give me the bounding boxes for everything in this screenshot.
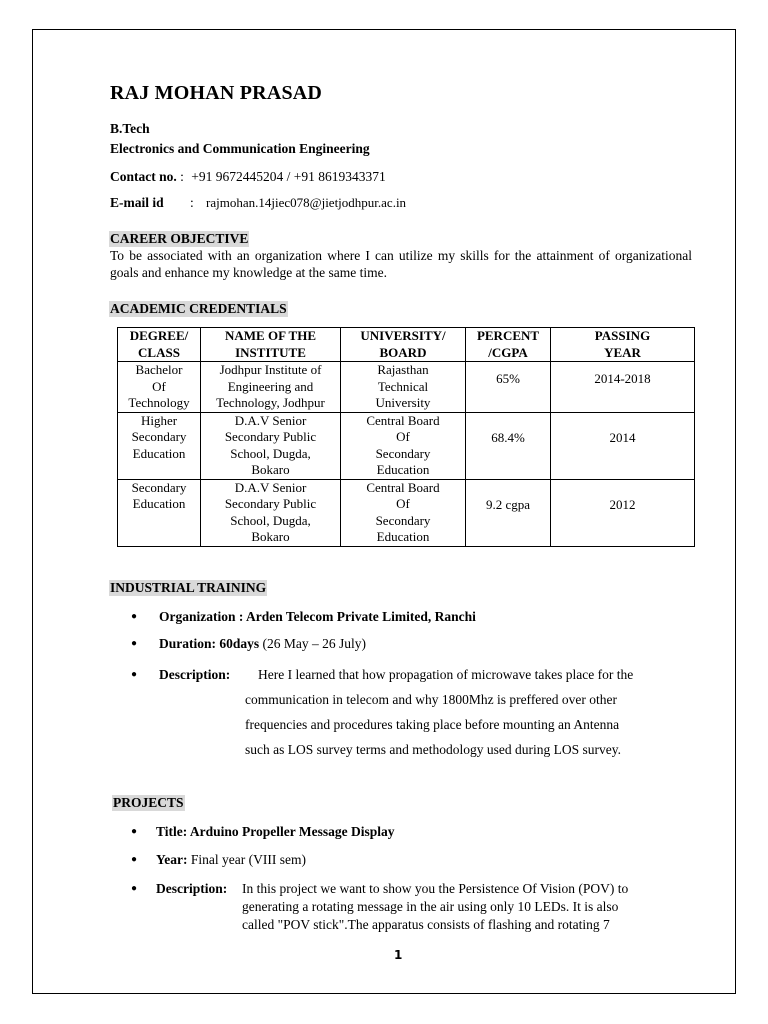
training-description-line: Here I learned that how propagation of microwave takes place for the xyxy=(258,667,634,682)
cell-percent: 9.2 cgpa xyxy=(466,479,551,546)
cell-institute: D.A.V Senior Secondary Public School, Dugda, Bokaro xyxy=(201,412,341,479)
cell-board: Central Board Of Secondary Education xyxy=(341,479,466,546)
cell-percent: 65% xyxy=(466,362,551,413)
bullet-icon: ● xyxy=(131,638,138,649)
cell-percent: 68.4% xyxy=(466,412,551,479)
cell-institute: D.A.V Senior Secondary Public School, Dugda, Bokaro xyxy=(201,479,341,546)
project-year-value: Final year (VIII sem) xyxy=(187,852,306,867)
email-separator: : xyxy=(190,195,194,210)
project-description-line: called "POV stick".The apparatus consists of flashing and rotating 7 xyxy=(242,917,610,932)
table-header-row xyxy=(118,328,695,362)
column-header-board: UNIVERSITY/ BOARD xyxy=(341,328,466,362)
training-description-line: frequencies and procedures taking place before mounting an Antenna xyxy=(245,717,620,732)
project-title xyxy=(156,824,395,840)
email-value: rajmohan.14jiec078@jietjodhpur.ac.in xyxy=(206,195,407,210)
candidate-name: RAJ MOHAN PRASAD xyxy=(110,82,323,104)
email-label: E-mail id xyxy=(110,195,164,210)
project-title-label: Title: xyxy=(156,824,188,839)
contact-label: Contact no. xyxy=(110,169,177,184)
table-row xyxy=(118,479,695,546)
contact-value: +91 9672445204 / +91 8619343371 xyxy=(191,169,386,184)
degree-title: B.Tech xyxy=(110,121,150,136)
bullet-icon: ● xyxy=(131,883,138,894)
cell-degree: Secondary Education xyxy=(118,479,201,546)
project-year xyxy=(156,852,306,868)
academic-table xyxy=(117,327,695,547)
projects-heading: PROJECTS xyxy=(113,795,184,810)
table-row xyxy=(118,412,695,479)
cell-board: Central Board Of Secondary Education xyxy=(341,412,466,479)
column-header-institute: NAME OF THE INSTITUTE xyxy=(201,328,341,362)
table-row xyxy=(118,362,695,413)
cell-year: 2012 xyxy=(551,479,695,546)
column-header-degree: DEGREE/ CLASS xyxy=(118,328,201,362)
bullet-icon: ● xyxy=(131,611,138,622)
duration-label: Duration: 60days xyxy=(159,636,260,651)
career-objective-heading: CAREER OBJECTIVE xyxy=(110,231,249,246)
training-heading: INDUSTRIAL TRAINING xyxy=(110,580,267,595)
project-description-line: generating a rotating message in the air using only 10 LEDs. It is also xyxy=(242,899,619,914)
cell-year: 2014-2018 xyxy=(551,362,695,413)
contact-separator: : xyxy=(180,169,184,184)
bullet-icon: ● xyxy=(131,669,138,680)
bullet-icon: ● xyxy=(131,854,138,865)
training-duration xyxy=(159,636,366,652)
cell-board: Rajasthan Technical University xyxy=(341,362,466,413)
page-number: 1 xyxy=(394,948,403,962)
career-objective-text: To be associated with an organization where I can utilize my skills for the attainment of organizational goals and enhance my knowledge at the same time. xyxy=(110,248,692,280)
cell-year: 2014 xyxy=(551,412,695,479)
training-description-line: such as LOS survey terms and methodology used during LOS survey. xyxy=(245,742,621,757)
cell-degree: Higher Secondary Education xyxy=(118,412,201,479)
cell-institute: Jodhpur Institute of Engineering and Technology, Jodhpur xyxy=(201,362,341,413)
project-description-line: In this project we want to show you the Persistence Of Vision (POV) to xyxy=(242,881,629,896)
cell-degree: Bachelor Of Technology xyxy=(118,362,201,413)
contact-line xyxy=(110,169,386,185)
project-title-value: Arduino Propeller Message Display xyxy=(187,824,395,839)
column-header-percent: PERCENT /CGPA xyxy=(466,328,551,362)
project-year-label: Year: xyxy=(156,852,188,867)
branch-title: Electronics and Communication Engineering xyxy=(110,141,370,156)
training-description-line: communication in telecom and why 1800Mhz is preffered over other xyxy=(245,692,618,707)
bullet-icon: ● xyxy=(131,826,138,837)
project-description-label: Description: xyxy=(156,881,228,896)
duration-value: (26 May – 26 July) xyxy=(259,636,367,651)
training-description-label: Description: xyxy=(159,667,231,682)
column-header-year: PASSING YEAR xyxy=(551,328,695,362)
academic-heading: ACADEMIC CREDENTIALS xyxy=(110,301,287,316)
training-organization: Organization : Arden Telecom Private Limited, Ranchi xyxy=(159,609,476,624)
